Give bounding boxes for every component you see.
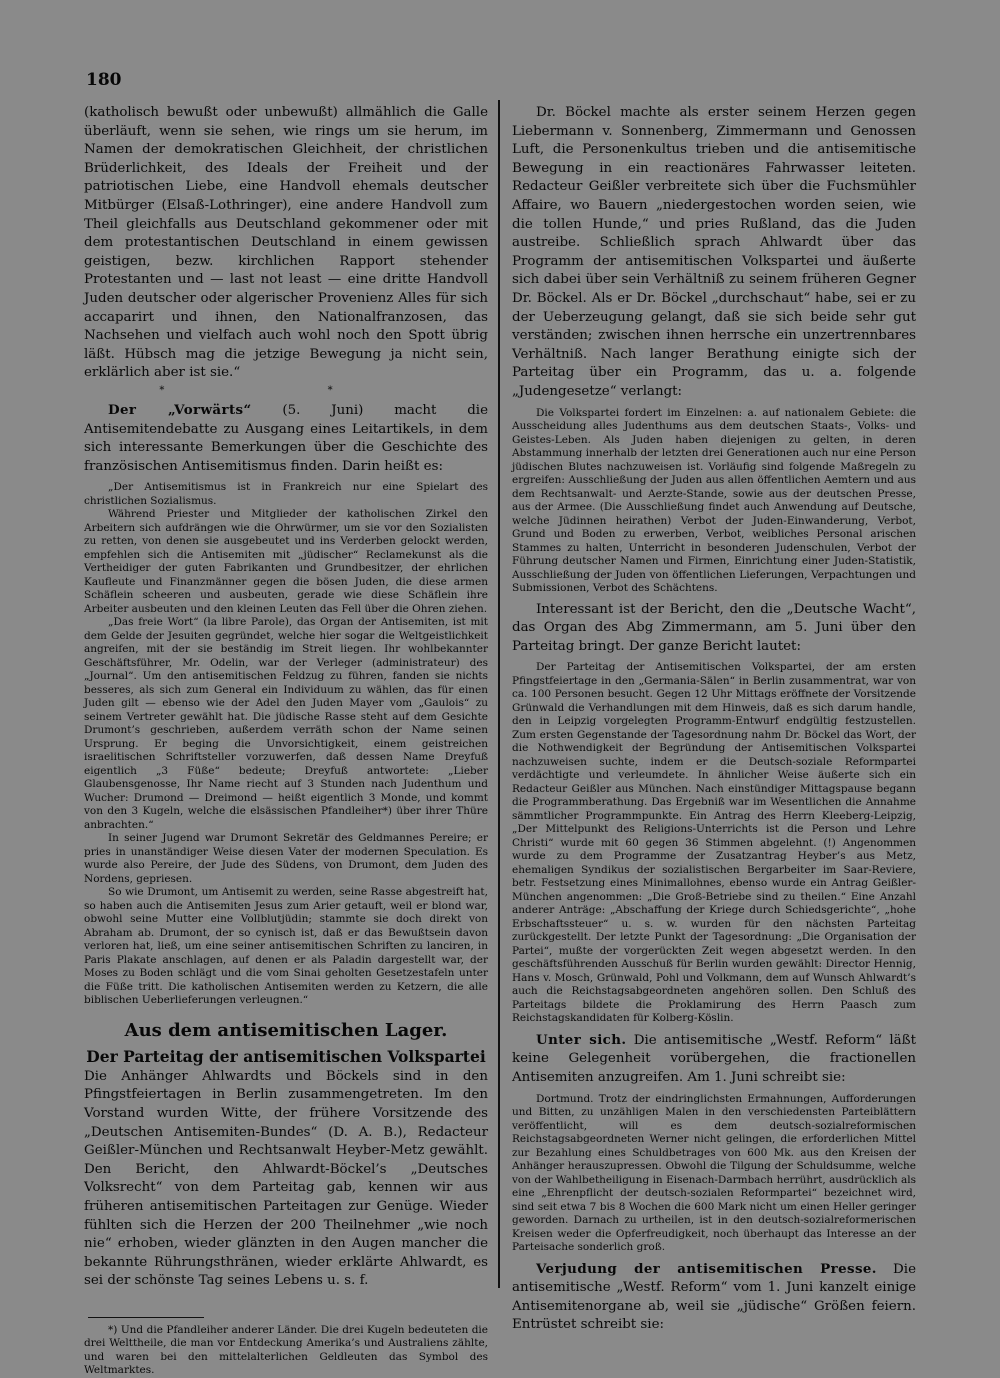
right-column <box>512 104 916 1335</box>
paragraph-lead: Der „Vorwärts“ <box>108 401 252 418</box>
quote-paragraph: „Der Antisemitismus ist in Frankreich nur eine Spielart des christlichen Sozialismus. <box>84 481 488 507</box>
quote-paragraph: Die Volkspartei fordert im Einzelnen: a. auf nationalem Gebiete: die Ausscheidung alles Judenthums aus dem deutschen Staats-, Volks- und Geistes-Leben. Als Juden haben diejenigen zu gelten, in deren Abstammung innerhalb der letzten drei Generationen auch nur eine Person jüdischen Blutes nachzuweisen ist. Vorläufig sind folgende Maßregeln zu ergreifen: Ausschließung der Juden aus allen öffentlichen Aemtern und aus dem Rechtsanwalt- und Aerzte-Stande, sowie aus der deutschen Presse, aus der Armee. (Die Ausschließung findet auch Anwendung auf Deutsche, welche Jüdinnen heirathen) Verbot der Juden-Einwanderung, Verbot, Grund und Boden zu erwerben, Verbot, weibliches Personal arischen Stammes zu halten, Unterricht in besonderen Judenschulen, Verbot der Führung deutscher Namen und Firmen, Einrichtung einer Juden-Statistik, Ausschließung der Juden von öffentlichen Lieferungen, Verpachtungen und Submissionen, Verbot des Schächtens. <box>512 406 916 594</box>
section-ornament: * * <box>159 384 413 396</box>
quote-paragraph: Der Parteitag der Antisemitischen Volkspartei, der am ersten Pfingstfeiertage in den „Germania-Sälen“ in Berlin zusammentrat, war von ca. 100 Personen besucht. Gegen 12 Uhr Mittags eröffnete der Vorsitzende Grünwald die Verhandlungen mit dem Hinweis, daß es sich darum handle, den in Leipzig vorgelegten Programm-Entwurf endgültig festzustellen. Zum ersten Gegenstande der Tagesordnung nahm Dr. Böckel das Wort, der die Nothwendigkeit der Begründung der Antisemitischen Volkspartei nachzuweisen suchte, indem er die Deutsch-soziale Reformpartei verdächtigte und verleumdete. In ähnlicher Weise äußerte sich ein Redacteur Geißler aus München. Nach einstündiger Mittagspause begann die Programmberathung. Das Ergebniß war im Wesentlichen die Annahme sämmtlicher Programmpunkte. Ein Antrag des Herrn Kleeberg-Leipzig, „Der Mittelpunkt des Religions-Unterrichts ist die Person und Lehre Christi“ wurde mit 60 gegen 36 Stimmen abgelehnt. (!) Angenommen wurde zu dem Programme der Zusatzantrag Heyber’s aus Metz, ehemaligen Syndikus der sozialistischen Bergarbeiter im Saar-Reviere, betr. Festsetzung eines Minimallohnes, ebenso wurde ein Antrag Geißler-München angenommen: „Die Groß-Betriebe sind zu theilen.“ Eine Anzahl anderer Anträge: „Abschaffung der Kriege durch Schiedsgerichte“, „hohe Erbschaftssteuer“ u. s. w. wurden für den nächsten Parteitag zurückgestellt. Der letzte Punkt der Tagesordnung: „Die Organisation der Partei“, mußte der vorgerückten Zeit wegen abgesetzt werden. In den geschäftsführenden Ausschuß für Berlin wurden gewählt: Director Hennig, Hans v. Mosch, Grünwald, Pohl und Volkmann, dem auf Wunsch Ahlwardt’s auch die Reichstagsabgeordneten angehören sollen. Den Schluß des Parteitags bildete die Proklamirung des Herrn Paasch zum Reichstagskandidaten für Kolberg-Köslin. <box>512 661 916 1025</box>
quote-paragraph: So wie Drumont, um Antisemit zu werden, seine Rasse abgestreift hat, so haben auch die Antisemiten Jesus zum Arier getauft, weil er blond war, obwohl seine Mutter eine Vollblutjüdin; stammte sie doch direkt von Abraham ab. Drumont, der so cynisch ist, daß er das Bewußtsein davon verloren hat, ließ, um eine seiner antisemitischen Schriften zu lanciren, in Paris Plakate anschlagen, auf denen er als Paladin dargestellt war, der Moses zu Boden schlägt und die vom Sinai geholten Gesetzestafeln unter die Füße tritt. Die katholischen Antisemiten werden zu Ketzern, die alle biblischen Ueberlieferungen verleugnen.“ <box>84 886 488 1007</box>
paragraph-lead: Verjudung der antisemitischen Presse. <box>536 1260 877 1277</box>
subsection-title: Der Parteitag der antisemitischen Volkspartei <box>86 1046 486 1066</box>
paragraph: (katholisch bewußt oder unbewußt) allmählich die Galle überläuft, wenn sie sehen, wie rings um sie herum, im Namen der demokratischen Gleichheit, der christlichen Brüderlichkeit, des Ideals der Freiheit und der patriotischen Liebe, eine Handvoll ehemals deutscher Mitbürger (Elsaß-Lothringer), eine andere Handvoll zum Theil gleichfalls aus Deutschland gekommener oder mit dem protestantischen Deutschland in einem gewissen geistigen, bezw. kirchlichen Rapport stehender Protestanten und — last not least — eine dritte Handvoll Juden deutscher oder algerischer Provenienz Alles für sich accaparirt und ihnen, den Nationalfranzosen, das Nachsehen und vielfach auch wohl noch den Spott übrig läßt. Hübsch mag die jetzige Bewegung ja nicht sein, erklärlich aber ist sie.“ <box>84 105 488 381</box>
paragraph: Verjudung der antisemitischen Presse. Die antisemitische „Westf. Reform“ vom 1. Juni kanzelt einige Antisemitenorgane ab, weil sie „jüdische“ Größen feiern. Entrüstet schreibt sie: <box>512 1260 917 1333</box>
footnote: *) Und die Pfandleiher anderer Länder. Die drei Kugeln bedeuteten die drei Welttheile, die man vor Entdeckung Amerika’s und Australiens zählte, und waren bei den mittelalterlichen Geldleuten das Symbol des Weltmarktes. <box>84 1323 488 1377</box>
footnote-rule <box>88 1317 204 1318</box>
section-title: Aus dem antisemitischen Lager. <box>124 1019 448 1041</box>
paragraph: Interessant ist der Bericht, den die „Deutsche Wacht“, das Organ des Abg Zimmermann, am 5. Juni über den Parteitag bringt. Der ganze Bericht lautet: <box>512 601 916 654</box>
left-column <box>84 104 488 1378</box>
quote-paragraph: In seiner Jugend war Drumont Sekretär des Geldmannes Pereire; er pries in unanständiger Weise diesen Vater der modernen Speculation. Es wurde also Pereire, der Jude des Südens, von Drumont, dem Juden des Nordens, gepriesen. <box>84 832 488 885</box>
paragraph: Die Anhänger Ahlwardts und Böckels sind in den Pfingstfeiertagen in Berlin zusammengetreten. Im den Vorstand wurden Witte, der frühere Vorsitzende des „Deutschen Antisemiten-Bundes“ (D. A. B.), Redacteur Geißler-München und Rechtsanwalt Heyber-Metz gewählt. Den Bericht, den Ahlwardt-Böckel’s „Deutsches Volksrecht“ von dem Parteitag gab, kennen wir aus früheren antisemitischen Parteitagen zur Genüge. Wieder fühlten sich die Herzen der 200 Theilnehmer „wie noch nie“ erhoben, wieder glänzten in den Augen mancher die bekannte Rührungsthränen, wieder erklärte Ahlwardt, es sei der schönste Tag seines Lebens u. s. f. <box>84 1068 488 1289</box>
paragraph: Der „Vorwärts“ (5. Juni) macht die Antisemitendebatte zu Ausgang eines Leitartikels, in dem sich interessante Bemerkungen über die Geschichte des französischen Antisemitismus finden. Darin heißt es: <box>84 401 488 474</box>
paragraph-lead: Unter sich. <box>536 1031 627 1048</box>
page-number: 180 <box>86 70 122 90</box>
paragraph: Unter sich. Die antisemitische „Westf. Reform“ läßt keine Gelegenheit vorübergehen, die fractionellen Antisemiten anzugreifen. Am 1. Juni schreibt sie: <box>512 1031 916 1085</box>
paragraph: Dr. Böckel machte als erster seinem Herzen gegen Liebermann v. Sonnenberg, Zimmermann und Genossen Luft, die Personenkultus trieben und die antisemitische Bewegung in ein reactionäres Fahrwasser leiteten. Redacteur Geißler verbreitete sich über die Fuchsmühler Affaire, wo Bauern „niedergestochen worden seien, wie die tollen Hunde,“ und pries Rußland, das die Juden austreibe. Schließlich sprach Ahlwardt über das Programm der antisemitischen Volkspartei und äußerte sich dabei über sein Verhältniß zu seinem früheren Gegner Dr. Böckel. Als er Dr. Böckel „durchschaut“ habe, sei er zu der Ueberzeugung gelangt, daß sie sich beide sehr gut verständen; zwischen ihnen herrsche ein unzertrennbares Verhältniß. Nach langer Berathung einigte sich der Parteitag über ein Programm, das u. a. folgende „Judengesetze“ verlangt: <box>512 105 916 399</box>
quote-paragraph: „Das freie Wort“ (la libre Parole), das Organ der Antisemiten, ist mit dem Gelde der Jesuiten gegründet, welche hier sogar die Weltgeistlichkeit angreifen, mit der sie beständig im Streit liegen. Ihr wohlbekannter Geschäftsführer, Mr. Odelin, war der Verleger (administrateur) des „Journal“. Um den antisemitischen Feldzug zu führen, fanden sie nichts besseres, als sich zum General ein Individuum zu wählen, das für einen Juden gilt — ebenso wie der Adel den Juden Mayer vom „Gaulois“ zu seinem Vertreter gewählt hat. Die jüdische Rasse steht auf dem Gesichte Drumont’s geschrieben, außerdem verräth schon der Name seinen Ursprung. Er beging die Unvorsichtigkeit, einem geistreichen israelitischen Schriftsteller vorzuwerfen, daß dessen Name Dreyfuß eigentlich „3 Füße“ bedeute; Dreyfuß antwortete: „Lieber Glaubensgenosse, Ihr Name riecht auf 3 Stunden nach Judenthum und Wucher: Drumond — Dreimond — heißt eigentlich 3 Monde, und kommt von den 3 Kugeln, welche die elsässischen Pfandleiher*) über ihrer Thüre anbrachten.“ <box>84 616 488 831</box>
column-rule <box>498 100 500 1288</box>
quote-paragraph: Während Priester und Mitglieder der katholischen Zirkel den Arbeitern sich aufdrängen wie die Ohrwürmer, um sie vor den Sozialisten zu retten, von denen sie ausgebeutet und ins Verderben gelockt werden, empfehlen sich die Antisemiten mit „jüdischer“ Reclamekunst als die Vertheidiger der guten Fabrikanten und Grundbesitzer, der ehrlichen Kaufleute und Finanzmänner gegen die bösen Juden, die diese armen Schäflein scheeren und ausbeuten, gerade wie diese Schäflein ihre Arbeiter ausbeuten und den kleinen Leuten das Fell über die Ohren ziehen. <box>84 508 488 615</box>
quote-paragraph: Dortmund. Trotz der eindringlichsten Ermahnungen, Aufforderungen und Bitten, zu unzähligen Malen in den verschiedensten Parteiblättern veröffentlicht, will es dem deutsch-sozialreformischen Reichstagsabgeordneten Werner nicht gelingen, die erforderlichen Mittel zur Bezahlung eines Schuldbetrages von 600 Mk. aus den Kreisen der Anhänger herauszupressen. Obwohl die Tilgung der Schuldsumme, welche von der Wahlbetheiligung in Eisenach-Darmbach herrührt, ausdrücklich als eine „Ehrenpflicht der deutsch-sozialen Reformpartei“ bezeichnet wird, sind seit etwa 7 bis 8 Wochen die 600 Mark nicht um einen Heller geringer geworden. Darnach zu urtheilen, ist in den deutsch-sozialreformerischen Kreisen weder die Opferfreudigkeit, noch überhaupt das Interesse an der Parteisache sonderlich groß. <box>512 1092 916 1254</box>
